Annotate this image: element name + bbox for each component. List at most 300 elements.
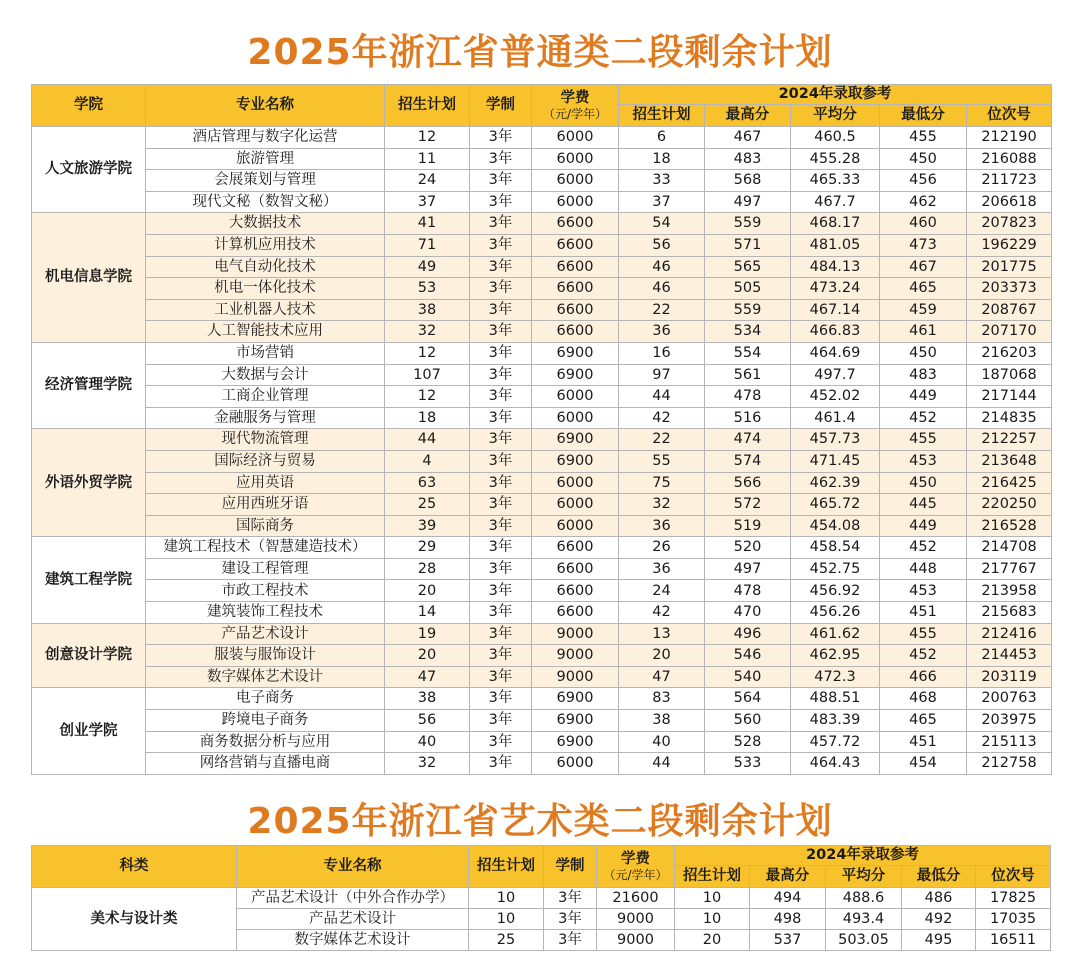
max-score-cell: 467 xyxy=(705,127,791,149)
table-row xyxy=(32,515,1052,537)
max-score-cell: 497 xyxy=(705,191,791,213)
avg-score-cell: 452.75 xyxy=(791,558,880,580)
major-cell: 建设工程管理 xyxy=(146,558,385,580)
major-cell: 旅游管理 xyxy=(146,148,385,170)
plan-cell: 24 xyxy=(385,170,470,192)
header-ref-2024: 2024年录取参考 xyxy=(619,85,1052,105)
ref-plan-cell: 32 xyxy=(619,494,705,516)
min-score-cell: 451 xyxy=(880,602,967,624)
duration-cell: 3年 xyxy=(470,623,532,645)
plan-cell: 32 xyxy=(385,321,470,343)
major-cell: 电子商务 xyxy=(146,688,385,710)
avg-score-cell: 473.24 xyxy=(791,278,880,300)
duration-cell: 3年 xyxy=(470,127,532,149)
header-major: 专业名称 xyxy=(146,85,385,127)
fee-cell: 6900 xyxy=(532,342,619,364)
duration-cell: 3年 xyxy=(470,537,532,559)
min-score-cell: 495 xyxy=(902,930,976,951)
table-row xyxy=(32,645,1052,667)
rank-cell: 207170 xyxy=(967,321,1052,343)
header-college: 学院 xyxy=(32,85,146,127)
major-cell: 产品艺术设计 xyxy=(237,909,469,930)
rank-cell: 216088 xyxy=(967,148,1052,170)
min-score-cell: 445 xyxy=(880,494,967,516)
min-score-cell: 455 xyxy=(880,623,967,645)
fee-cell: 9000 xyxy=(597,930,675,951)
min-score-cell: 462 xyxy=(880,191,967,213)
max-score-cell: 546 xyxy=(705,645,791,667)
rank-cell: 214835 xyxy=(967,407,1052,429)
ref-plan-cell: 38 xyxy=(619,710,705,732)
plan-cell: 4 xyxy=(385,450,470,472)
table-row xyxy=(32,234,1052,256)
duration-cell: 3年 xyxy=(470,407,532,429)
min-score-cell: 460 xyxy=(880,213,967,235)
min-score-cell: 465 xyxy=(880,278,967,300)
avg-score-cell: 464.69 xyxy=(791,342,880,364)
plan-cell: 12 xyxy=(385,342,470,364)
rank-cell: 211723 xyxy=(967,170,1052,192)
duration-cell: 3年 xyxy=(470,515,532,537)
table-row xyxy=(32,602,1052,624)
ref-plan-cell: 44 xyxy=(619,386,705,408)
duration-cell: 3年 xyxy=(470,386,532,408)
avg-score-cell: 458.54 xyxy=(791,537,880,559)
group-name-cell: 创意设计学院 xyxy=(32,623,146,688)
major-cell: 工商企业管理 xyxy=(146,386,385,408)
major-cell: 会展策划与管理 xyxy=(146,170,385,192)
rank-cell: 212257 xyxy=(967,429,1052,451)
duration-cell: 3年 xyxy=(470,170,532,192)
plan-cell: 11 xyxy=(385,148,470,170)
group-name-cell: 经济管理学院 xyxy=(32,342,146,428)
plan-cell: 107 xyxy=(385,364,470,386)
major-cell: 现代物流管理 xyxy=(146,429,385,451)
max-score-cell: 540 xyxy=(705,666,791,688)
major-cell: 市政工程技术 xyxy=(146,580,385,602)
avg-score-cell: 468.17 xyxy=(791,213,880,235)
table-row xyxy=(32,148,1052,170)
max-score-cell: 533 xyxy=(705,753,791,775)
avg-score-cell: 472.3 xyxy=(791,666,880,688)
major-cell: 酒店管理与数字化运营 xyxy=(146,127,385,149)
max-score-cell: 559 xyxy=(705,299,791,321)
min-score-cell: 492 xyxy=(902,909,976,930)
fee-cell: 6000 xyxy=(532,753,619,775)
duration-cell: 3年 xyxy=(470,558,532,580)
header-duration: 学制 xyxy=(470,85,532,127)
duration-cell: 3年 xyxy=(470,299,532,321)
plan-cell: 41 xyxy=(385,213,470,235)
fee-cell: 6600 xyxy=(532,299,619,321)
ref-plan-cell: 16 xyxy=(619,342,705,364)
fee-cell: 6900 xyxy=(532,731,619,753)
group-name-cell: 建筑工程学院 xyxy=(32,537,146,623)
rank-cell: 207823 xyxy=(967,213,1052,235)
min-score-cell: 450 xyxy=(880,148,967,170)
max-score-cell: 494 xyxy=(750,888,826,909)
avg-score-cell: 456.26 xyxy=(791,602,880,624)
table-row xyxy=(32,710,1052,732)
avg-score-cell: 461.62 xyxy=(791,623,880,645)
max-score-cell: 496 xyxy=(705,623,791,645)
header-rank: 位次号 xyxy=(976,866,1051,888)
min-score-cell: 461 xyxy=(880,321,967,343)
fee-cell: 6600 xyxy=(532,256,619,278)
major-cell: 跨境电子商务 xyxy=(146,710,385,732)
major-cell: 数字媒体艺术设计 xyxy=(237,930,469,951)
major-cell: 商务数据分析与应用 xyxy=(146,731,385,753)
min-score-cell: 454 xyxy=(880,753,967,775)
duration-cell: 3年 xyxy=(470,602,532,624)
ref-plan-cell: 13 xyxy=(619,623,705,645)
duration-cell: 3年 xyxy=(470,364,532,386)
fee-cell: 6000 xyxy=(532,472,619,494)
plan-cell: 63 xyxy=(385,472,470,494)
max-score-cell: 565 xyxy=(705,256,791,278)
fee-cell: 6600 xyxy=(532,321,619,343)
avg-score-cell: 488.51 xyxy=(791,688,880,710)
avg-score-cell: 456.92 xyxy=(791,580,880,602)
ref-plan-cell: 20 xyxy=(619,645,705,667)
plan-cell: 12 xyxy=(385,386,470,408)
major-cell: 数字媒体艺术设计 xyxy=(146,666,385,688)
duration-cell: 3年 xyxy=(470,494,532,516)
header-ref-plan: 招生计划 xyxy=(675,866,750,888)
plan-cell: 40 xyxy=(385,731,470,753)
rank-cell: 16511 xyxy=(976,930,1051,951)
general-plan-table xyxy=(31,84,1052,775)
header-duration: 学制 xyxy=(544,846,597,888)
table-row xyxy=(32,623,1052,645)
page-title-art: 2025年浙江省艺术类二段剩余计划 xyxy=(247,801,833,842)
avg-score-cell: 455.28 xyxy=(791,148,880,170)
min-score-cell: 455 xyxy=(880,127,967,149)
avg-score-cell: 503.05 xyxy=(826,930,902,951)
fee-cell: 6000 xyxy=(532,170,619,192)
major-cell: 应用西班牙语 xyxy=(146,494,385,516)
rank-cell: 217144 xyxy=(967,386,1052,408)
table-row xyxy=(32,364,1052,386)
avg-score-cell: 462.39 xyxy=(791,472,880,494)
duration-cell: 3年 xyxy=(544,888,597,909)
group-name-cell: 机电信息学院 xyxy=(32,213,146,343)
max-score-cell: 528 xyxy=(705,731,791,753)
rank-cell: 216203 xyxy=(967,342,1052,364)
max-score-cell: 505 xyxy=(705,278,791,300)
table-row xyxy=(32,407,1052,429)
ref-plan-cell: 6 xyxy=(619,127,705,149)
rank-cell: 212190 xyxy=(967,127,1052,149)
max-score-cell: 478 xyxy=(705,580,791,602)
fee-cell: 6900 xyxy=(532,450,619,472)
plan-cell: 32 xyxy=(385,753,470,775)
table-row xyxy=(32,753,1052,775)
min-score-cell: 455 xyxy=(880,429,967,451)
rank-cell: 208767 xyxy=(967,299,1052,321)
ref-plan-cell: 18 xyxy=(619,148,705,170)
header-ref-2024: 2024年录取参考 xyxy=(675,846,1051,866)
table-row xyxy=(32,558,1052,580)
fee-cell: 6000 xyxy=(532,148,619,170)
ref-plan-cell: 26 xyxy=(619,537,705,559)
header-fee-unit: （元/学年） xyxy=(542,106,608,121)
max-score-cell: 566 xyxy=(705,472,791,494)
avg-score-cell: 457.72 xyxy=(791,731,880,753)
max-score-cell: 478 xyxy=(705,386,791,408)
major-cell: 机电一体化技术 xyxy=(146,278,385,300)
max-score-cell: 572 xyxy=(705,494,791,516)
page-title-general: 2025年浙江省普通类二段剩余计划 xyxy=(247,32,833,73)
plan-cell: 19 xyxy=(385,623,470,645)
ref-plan-cell: 44 xyxy=(619,753,705,775)
major-cell: 建筑工程技术（智慧建造技术） xyxy=(146,537,385,559)
header-avg: 平均分 xyxy=(791,105,880,127)
max-score-cell: 571 xyxy=(705,234,791,256)
ref-plan-cell: 36 xyxy=(619,558,705,580)
ref-plan-cell: 24 xyxy=(619,580,705,602)
max-score-cell: 559 xyxy=(705,213,791,235)
max-score-cell: 470 xyxy=(705,602,791,624)
plan-cell: 37 xyxy=(385,191,470,213)
table-row xyxy=(32,342,1052,364)
avg-score-cell: 493.4 xyxy=(826,909,902,930)
rank-cell: 17825 xyxy=(976,888,1051,909)
rank-cell: 215683 xyxy=(967,602,1052,624)
max-score-cell: 498 xyxy=(750,909,826,930)
avg-score-cell: 484.13 xyxy=(791,256,880,278)
plan-cell: 28 xyxy=(385,558,470,580)
ref-plan-cell: 47 xyxy=(619,666,705,688)
table-row xyxy=(32,386,1052,408)
group-name-cell: 美术与设计类 xyxy=(32,888,237,951)
ref-plan-cell: 10 xyxy=(675,909,750,930)
table-row xyxy=(32,472,1052,494)
duration-cell: 3年 xyxy=(470,580,532,602)
rank-cell: 216425 xyxy=(967,472,1052,494)
fee-cell: 6000 xyxy=(532,407,619,429)
major-cell: 现代文秘（数智文秘） xyxy=(146,191,385,213)
plan-cell: 20 xyxy=(385,580,470,602)
ref-plan-cell: 54 xyxy=(619,213,705,235)
fee-cell: 9000 xyxy=(597,909,675,930)
rank-cell: 220250 xyxy=(967,494,1052,516)
ref-plan-cell: 22 xyxy=(619,299,705,321)
max-score-cell: 534 xyxy=(705,321,791,343)
plan-cell: 25 xyxy=(469,930,544,951)
min-score-cell: 451 xyxy=(880,731,967,753)
avg-score-cell: 465.72 xyxy=(791,494,880,516)
plan-cell: 44 xyxy=(385,429,470,451)
fee-cell: 6900 xyxy=(532,429,619,451)
duration-cell: 3年 xyxy=(470,472,532,494)
major-cell: 金融服务与管理 xyxy=(146,407,385,429)
ref-plan-cell: 56 xyxy=(619,234,705,256)
table-row xyxy=(32,127,1052,149)
min-score-cell: 468 xyxy=(880,688,967,710)
table-row xyxy=(32,888,1051,909)
avg-score-cell: 467.14 xyxy=(791,299,880,321)
header-ref-plan: 招生计划 xyxy=(619,105,705,127)
rank-cell: 203119 xyxy=(967,666,1052,688)
ref-plan-cell: 42 xyxy=(619,407,705,429)
group-name-cell: 创业学院 xyxy=(32,688,146,774)
header-major: 专业名称 xyxy=(237,846,469,888)
major-cell: 服装与服饰设计 xyxy=(146,645,385,667)
duration-cell: 3年 xyxy=(470,645,532,667)
plan-cell: 49 xyxy=(385,256,470,278)
avg-score-cell: 452.02 xyxy=(791,386,880,408)
avg-score-cell: 462.95 xyxy=(791,645,880,667)
group-name-cell: 外语外贸学院 xyxy=(32,429,146,537)
table-row xyxy=(32,299,1052,321)
art-plan-table xyxy=(31,845,1051,951)
avg-score-cell: 481.05 xyxy=(791,234,880,256)
plan-cell: 71 xyxy=(385,234,470,256)
plan-cell: 38 xyxy=(385,688,470,710)
max-score-cell: 519 xyxy=(705,515,791,537)
min-score-cell: 449 xyxy=(880,386,967,408)
table-row xyxy=(32,278,1052,300)
duration-cell: 3年 xyxy=(470,256,532,278)
min-score-cell: 448 xyxy=(880,558,967,580)
ref-plan-cell: 40 xyxy=(619,731,705,753)
duration-cell: 3年 xyxy=(470,753,532,775)
plan-cell: 56 xyxy=(385,710,470,732)
duration-cell: 3年 xyxy=(470,731,532,753)
rank-cell: 212758 xyxy=(967,753,1052,775)
rank-cell: 196229 xyxy=(967,234,1052,256)
fee-cell: 9000 xyxy=(532,623,619,645)
plan-cell: 25 xyxy=(385,494,470,516)
avg-score-cell: 497.7 xyxy=(791,364,880,386)
header-max: 最高分 xyxy=(750,866,826,888)
table-row xyxy=(32,213,1052,235)
rank-cell: 201775 xyxy=(967,256,1052,278)
min-score-cell: 453 xyxy=(880,580,967,602)
major-cell: 网络营销与直播电商 xyxy=(146,753,385,775)
min-score-cell: 465 xyxy=(880,710,967,732)
major-cell: 建筑装饰工程技术 xyxy=(146,602,385,624)
table-row xyxy=(32,731,1052,753)
duration-cell: 3年 xyxy=(470,710,532,732)
duration-cell: 3年 xyxy=(470,342,532,364)
fee-cell: 6900 xyxy=(532,688,619,710)
ref-plan-cell: 55 xyxy=(619,450,705,472)
header-max: 最高分 xyxy=(705,105,791,127)
ref-plan-cell: 33 xyxy=(619,170,705,192)
avg-score-cell: 461.4 xyxy=(791,407,880,429)
plan-cell: 39 xyxy=(385,515,470,537)
duration-cell: 3年 xyxy=(470,191,532,213)
plan-cell: 38 xyxy=(385,299,470,321)
major-cell: 产品艺术设计（中外合作办学） xyxy=(237,888,469,909)
group-name-cell: 人文旅游学院 xyxy=(32,127,146,213)
max-score-cell: 483 xyxy=(705,148,791,170)
min-score-cell: 473 xyxy=(880,234,967,256)
ref-plan-cell: 46 xyxy=(619,278,705,300)
rank-cell: 203975 xyxy=(967,710,1052,732)
header-fee xyxy=(532,85,619,127)
table-row xyxy=(32,537,1052,559)
header-plan: 招生计划 xyxy=(385,85,470,127)
avg-score-cell: 467.7 xyxy=(791,191,880,213)
min-score-cell: 486 xyxy=(902,888,976,909)
plan-cell: 10 xyxy=(469,888,544,909)
avg-score-cell: 454.08 xyxy=(791,515,880,537)
min-score-cell: 456 xyxy=(880,170,967,192)
table-row xyxy=(32,321,1052,343)
art-plan-body xyxy=(32,888,1051,951)
plan-cell: 14 xyxy=(385,602,470,624)
avg-score-cell: 488.6 xyxy=(826,888,902,909)
min-score-cell: 453 xyxy=(880,450,967,472)
table-row xyxy=(32,450,1052,472)
major-cell: 国际经济与贸易 xyxy=(146,450,385,472)
fee-cell: 6000 xyxy=(532,494,619,516)
avg-score-cell: 471.45 xyxy=(791,450,880,472)
min-score-cell: 467 xyxy=(880,256,967,278)
fee-cell: 6000 xyxy=(532,127,619,149)
ref-plan-cell: 10 xyxy=(675,888,750,909)
major-cell: 电气自动化技术 xyxy=(146,256,385,278)
header-fee xyxy=(597,846,675,888)
rank-cell: 215113 xyxy=(967,731,1052,753)
fee-cell: 6600 xyxy=(532,537,619,559)
ref-plan-cell: 75 xyxy=(619,472,705,494)
table-row xyxy=(32,170,1052,192)
fee-cell: 6000 xyxy=(532,515,619,537)
rank-cell: 213648 xyxy=(967,450,1052,472)
min-score-cell: 466 xyxy=(880,666,967,688)
table-row xyxy=(32,256,1052,278)
rank-cell: 213958 xyxy=(967,580,1052,602)
plan-cell: 29 xyxy=(385,537,470,559)
plan-cell: 47 xyxy=(385,666,470,688)
fee-cell: 9000 xyxy=(532,645,619,667)
major-cell: 大数据技术 xyxy=(146,213,385,235)
table-row xyxy=(32,191,1052,213)
duration-cell: 3年 xyxy=(470,429,532,451)
duration-cell: 3年 xyxy=(470,321,532,343)
ref-plan-cell: 36 xyxy=(619,321,705,343)
plan-cell: 20 xyxy=(385,645,470,667)
rank-cell: 217767 xyxy=(967,558,1052,580)
rank-cell: 203373 xyxy=(967,278,1052,300)
plan-cell: 53 xyxy=(385,278,470,300)
general-plan-body xyxy=(32,127,1052,775)
rank-cell: 214453 xyxy=(967,645,1052,667)
min-score-cell: 452 xyxy=(880,537,967,559)
duration-cell: 3年 xyxy=(470,148,532,170)
ref-plan-cell: 97 xyxy=(619,364,705,386)
plan-cell: 18 xyxy=(385,407,470,429)
min-score-cell: 450 xyxy=(880,472,967,494)
major-cell: 国际商务 xyxy=(146,515,385,537)
major-cell: 人工智能技术应用 xyxy=(146,321,385,343)
header-plan: 招生计划 xyxy=(469,846,544,888)
table-row xyxy=(32,494,1052,516)
avg-score-cell: 466.83 xyxy=(791,321,880,343)
max-score-cell: 560 xyxy=(705,710,791,732)
duration-cell: 3年 xyxy=(470,688,532,710)
major-cell: 工业机器人技术 xyxy=(146,299,385,321)
header-fee-label: 学费 xyxy=(621,851,650,868)
fee-cell: 6000 xyxy=(532,386,619,408)
ref-plan-cell: 37 xyxy=(619,191,705,213)
avg-score-cell: 457.73 xyxy=(791,429,880,451)
header-fee-label: 学费 xyxy=(560,90,590,107)
